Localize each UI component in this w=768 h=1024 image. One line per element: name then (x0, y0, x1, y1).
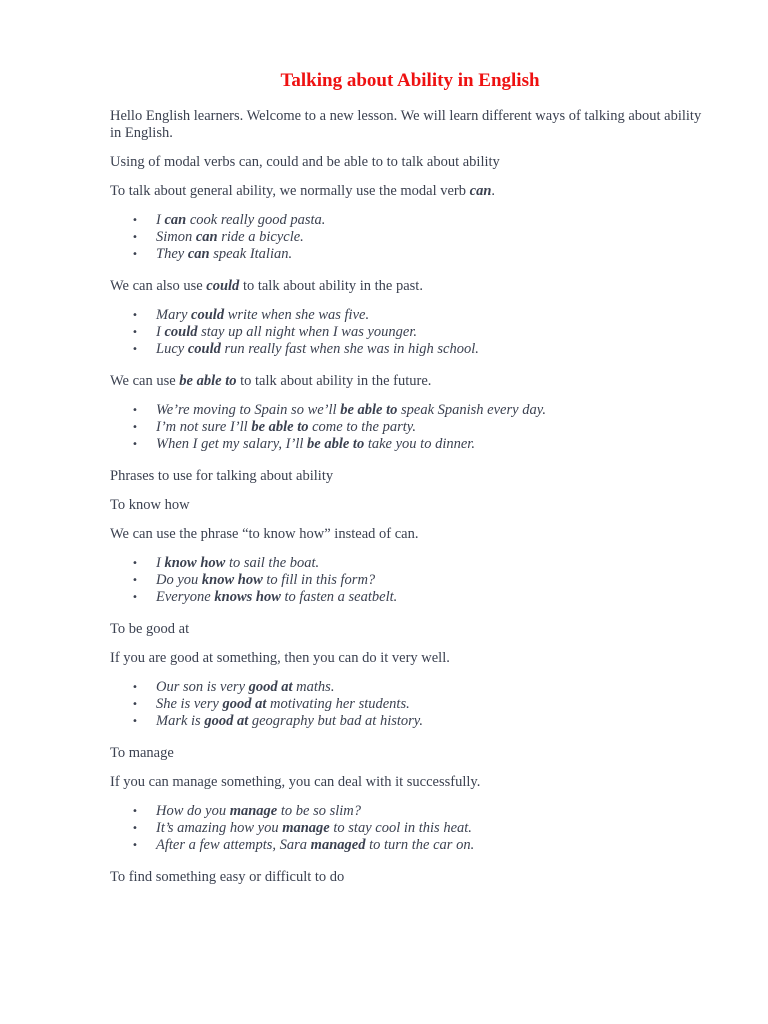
intro-paragraph: Hello English learners. Welcome to a new lesson. We will learn different ways of talking about ability in English. (110, 108, 702, 141)
page-title: Talking about Ability in English (280, 70, 540, 91)
know-how-examples-list (110, 555, 710, 606)
list-item: • Our son is very good at maths. (156, 679, 710, 696)
manage-heading: To manage (110, 745, 174, 761)
list-item: • How do you manage to be so slim? (156, 803, 710, 820)
good-at-heading: To be good at (110, 621, 190, 637)
can-paragraph: To talk about general ability, we normally use the modal verb can. (110, 183, 496, 199)
list-item: • They can speak Italian. (156, 246, 710, 263)
manage-paragraph: If you can manage something, you can deal with it successfully. (110, 774, 481, 790)
phrases-heading: Phrases to use for talking about ability (110, 468, 334, 484)
document-body (110, 68, 710, 898)
list-item: • I know how to sail the boat. (156, 555, 710, 572)
list-item: • After a few attempts, Sara managed to turn the car on. (156, 837, 710, 854)
keyword-could: could (206, 278, 240, 294)
list-item: • I’m not sure I’ll be able to come to the party. (156, 419, 710, 436)
could-paragraph: We can also use could to talk about ability in the past. (110, 278, 423, 294)
list-item: • Mary could write when she was five. (156, 307, 710, 324)
know-how-heading: To know how (110, 497, 190, 513)
list-item: • We’re moving to Spain so we’ll be able to speak Spanish every day. (156, 402, 710, 419)
list-item: • Lucy could run really fast when she was in high school. (156, 341, 710, 358)
manage-examples-list (110, 803, 710, 854)
know-how-paragraph: We can use the phrase “to know how” instead of can. (110, 526, 419, 542)
list-item: • She is very good at motivating her students. (156, 696, 710, 713)
list-item: • Everyone knows how to fasten a seatbelt. (156, 589, 710, 606)
list-item: • Simon can ride a bicycle. (156, 229, 710, 246)
list-item: • I could stay up all night when I was younger. (156, 324, 710, 341)
good-at-examples-list (110, 679, 710, 730)
keyword-can: can (469, 183, 492, 199)
list-item: • Do you know how to fill in this form? (156, 572, 710, 589)
could-examples-list (110, 307, 710, 358)
good-at-paragraph: If you are good at something, then you can do it very well. (110, 650, 450, 666)
easy-difficult-heading: To find something easy or difficult to do (110, 869, 345, 885)
modal-verbs-heading: Using of modal verbs can, could and be able to to talk about ability (110, 154, 500, 170)
be-able-to-paragraph: We can use be able to to talk about ability in the future. (110, 373, 432, 389)
list-item: • When I get my salary, I’ll be able to take you to dinner. (156, 436, 710, 453)
list-item: • It’s amazing how you manage to stay cool in this heat. (156, 820, 710, 837)
can-examples-list (110, 212, 710, 263)
list-item: • I can cook really good pasta. (156, 212, 710, 229)
keyword-be-able-to: be able to (179, 373, 237, 389)
list-item: • Mark is good at geography but bad at history. (156, 713, 710, 730)
be-able-to-examples-list (110, 402, 710, 453)
